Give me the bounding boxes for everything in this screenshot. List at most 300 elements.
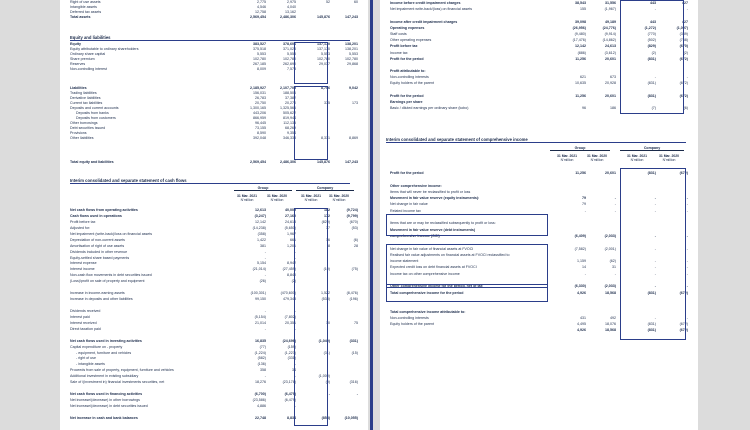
row-label: Profit before tax (390, 44, 418, 49)
cell-c1: - (328, 392, 330, 397)
cell-g2: (3,612) (604, 50, 616, 55)
cell-g2: (24,776) (602, 25, 616, 30)
cell-g2: 2,486,306 (280, 160, 296, 164)
cell-c2: (8,476) (346, 291, 358, 296)
cell-c1: (831) (647, 171, 656, 175)
row-label: Items that are or may be reclassified subsequently to profit or loss: (390, 221, 496, 226)
cell-c2: (670) (349, 219, 358, 224)
table-row (66, 160, 364, 165)
cell-c2: - (686, 271, 688, 276)
cell-g2: (6,479) (284, 398, 296, 402)
cell-g1: (136) (257, 362, 266, 367)
row-label: Deferred tax assets (70, 10, 102, 14)
row-label: Current tax liabilities (70, 101, 103, 105)
cell-c2: (10,055) (344, 415, 358, 420)
row-label: Movement in fair value reserve (debt instruments) (390, 227, 476, 232)
cell-g1: (23,586) (252, 398, 266, 402)
cell-g2: 8,942 (287, 261, 296, 266)
cell-g2: 102,780 (283, 57, 296, 61)
row-label: Deposits and current accounts (70, 106, 119, 110)
cell-c1: - (654, 75, 656, 80)
company-ci-box (620, 168, 686, 340)
row-label: - intangible assets (76, 362, 105, 367)
cell-g2: 492 (610, 315, 616, 320)
cell-c2: (9,724) (346, 208, 358, 212)
cell-c2: - (356, 392, 358, 397)
cell-g1: (1,224) (254, 350, 266, 355)
cell-g1: 5,553 (257, 52, 266, 56)
row-label: Other borrowings (70, 121, 98, 125)
row-label: Increase in income-earning assets (70, 291, 125, 296)
cell-c2: (75) (351, 267, 358, 272)
row-label: Income after credit impairment charges (390, 19, 458, 24)
cell-c1: (831) (647, 290, 656, 295)
row-label: Profit for the period (390, 56, 424, 61)
cell-c1: (770) (647, 31, 656, 36)
cell-g2: 13,162 (285, 10, 296, 14)
cell-c1: (831) (647, 56, 656, 61)
cell-g1: 10,635 (575, 81, 586, 86)
cell-g2: 20,601 (605, 56, 616, 61)
row-label: Income tax on other comprehensive income (390, 271, 460, 276)
row-label: Dividends received (70, 308, 101, 313)
cell-g1: 156,031 (253, 91, 266, 95)
row-label: Total equity and liabilities (70, 160, 114, 164)
row-label: Expected credit loss on debt financial assets at FVOCI (390, 265, 477, 270)
row-label: Equity-settled share based payments (70, 255, 130, 260)
cell-c1: - (654, 315, 656, 320)
row-label: Operating expenses (390, 25, 425, 30)
cell-c2: 9,042 (349, 86, 358, 90)
cell-c2: 138,201 (345, 47, 358, 51)
cell-c1: 172 (324, 213, 330, 218)
cell-g1: 267,185 (253, 62, 266, 66)
cell-c1: (831) (647, 328, 656, 333)
cell-c1: 443 (650, 1, 656, 5)
cell-g2: (159) (287, 344, 296, 349)
cell-g1: 443,206 (253, 111, 266, 115)
cell-g1: - (264, 249, 266, 254)
cell-c1: 8,331 (321, 136, 330, 140)
column-unit: N'million (304, 198, 318, 202)
cell-c2: (672) (679, 171, 688, 175)
column-unit: N'million (240, 198, 254, 202)
row-label: Share premium (70, 57, 95, 61)
table-row (66, 15, 364, 20)
row-label: Equity holders of the parent (390, 322, 434, 327)
row-label: Provisions (70, 131, 87, 135)
cell-c2: (331) (349, 338, 358, 343)
cell-g2: (1,967) (604, 7, 616, 12)
row-label: Non-controlling interest (70, 67, 107, 71)
cell-c2: - (686, 75, 688, 80)
cell-c1: 137,170 (317, 42, 330, 46)
cf-group-header: Group (234, 186, 292, 191)
row-label: Proceeds from sale of property, equipment, furniture and vehicles (70, 368, 174, 373)
comprehensive-income-title: Interim consolidated and separate statement of comprehensive income (386, 137, 686, 143)
column-header (622, 154, 652, 162)
cell-g2: 505,622 (283, 111, 296, 115)
cell-g2: 661 (290, 237, 296, 242)
cell-g2: - (614, 202, 616, 207)
column-date: 31 Mar. 2020 (267, 194, 287, 198)
cell-g1: 621 (580, 75, 586, 80)
cell-g2: 9,354 (287, 131, 296, 135)
cell-g2: 371,023 (283, 47, 296, 51)
row-label: Intangible assets (70, 5, 97, 9)
cell-g1: 4,495 (577, 322, 586, 327)
cell-g2: (2,001) (604, 246, 616, 251)
cell-g2: (14,862) (602, 38, 616, 43)
cell-g1: (6,700) (254, 392, 266, 397)
cell-g2: 186 (610, 106, 616, 111)
cell-g1: 12,142 (255, 219, 266, 224)
cell-c1: - (654, 233, 656, 238)
cell-g2: 31,556 (605, 1, 616, 5)
ci-highlight-box-2 (386, 244, 548, 288)
cell-g1: - (264, 273, 266, 278)
cell-c2: 138,201 (345, 42, 358, 46)
column-header (232, 194, 262, 202)
row-label: Net impairment (write-back)/loss on financial assets (70, 231, 153, 236)
cell-c2: 147,243 (345, 15, 358, 19)
cell-g2: 40,009 (285, 208, 296, 212)
cell-g2: 673 (610, 75, 616, 80)
row-label: income statement (390, 259, 419, 264)
cell-g1: 8,009 (257, 67, 266, 71)
row-label: Total assets (70, 15, 91, 19)
cell-g2: 378,601 (283, 42, 296, 46)
cell-g2: 1,967 (287, 231, 296, 236)
cell-g2: (470,600) (280, 291, 296, 296)
cell-c1: - (654, 246, 656, 251)
cell-c2: (672) (679, 322, 688, 327)
cell-c1: - (654, 7, 656, 12)
cell-g2: 1,201 (287, 243, 296, 248)
row-label: Profit before tax (70, 219, 96, 224)
row-label: Deposits from customers (76, 116, 116, 120)
row-label: Liabilities (70, 86, 87, 90)
cell-g2: 8,834 (287, 415, 296, 420)
cell-c2: - (686, 208, 688, 213)
cell-g1: - (264, 308, 266, 313)
row-label: Net cash flows from operating activities (70, 208, 138, 212)
cell-c1: - (654, 196, 656, 201)
row-label: Earnings per share (390, 100, 423, 104)
column-unit: N'million (270, 198, 284, 202)
cell-c1: 52 (326, 0, 330, 4)
cell-c2: 147,243 (345, 160, 358, 164)
cell-g2: 5,553 (287, 52, 296, 56)
cell-g1: 2,775 (257, 0, 266, 4)
row-label: Items that will never be reclassified to profit or loss (390, 189, 471, 194)
ci-company-header: Company (620, 146, 684, 151)
cell-c1: 8,706 (321, 86, 330, 90)
company-income-box (620, 0, 684, 114)
cell-g1: 4,546 (257, 5, 266, 9)
cell-g2: 18,568 (605, 290, 616, 295)
row-label: Trading liabilities (70, 91, 97, 95)
cell-g2: (331) (287, 356, 296, 361)
row-label: Deposits from banks (76, 111, 109, 115)
row-label: Debt securities issued (70, 126, 106, 130)
cell-g2: 2,107,705 (280, 86, 296, 90)
cell-g1: 8,590 (257, 131, 266, 135)
cell-g1: (6,409) (574, 233, 586, 238)
balance-sheet-assets (66, 0, 364, 20)
cell-g1: 4,886 (257, 403, 266, 408)
cell-g2: 346,333 (283, 136, 296, 140)
cell-c1: - (654, 271, 656, 276)
cell-c2: (672) (679, 81, 688, 86)
cell-c1: (829) (647, 44, 656, 49)
cell-g2: (7,802) (284, 314, 296, 319)
cell-g1: 392,048 (253, 136, 266, 140)
cell-g1: 12,758 (255, 10, 266, 14)
cell-c2: 173 (352, 101, 358, 105)
row-label: Non-controlling interests (390, 75, 429, 80)
right-page (380, 0, 698, 430)
cell-g2: 20,601 (605, 93, 616, 98)
cell-c2: (672) (679, 290, 688, 295)
cell-c2: (6) (353, 237, 358, 242)
column-date: 31 Mar. 2020 (587, 154, 607, 158)
cell-c1: (10) (323, 267, 330, 272)
row-label: Total comprehensive income for the period (390, 290, 464, 295)
cell-g2: 20,928 (605, 81, 616, 86)
cell-g1: 96,445 (255, 121, 266, 125)
row-label: - right of use (76, 356, 96, 361)
cell-g2: - (294, 249, 296, 254)
cell-g1: 38,543 (575, 1, 586, 5)
cell-g1: 21,014 (255, 320, 266, 325)
cell-c1: - (654, 284, 656, 289)
row-label: Realised fair value adjustments on financial assets at FVOCI reclassified to (390, 252, 510, 257)
cell-g1: 155 (580, 7, 586, 12)
row-label: Other comprehensive income for the period, net of tax (390, 284, 483, 289)
page-gutter (370, 0, 373, 430)
cell-c1: 1,522 (321, 291, 330, 296)
cell-c1: 182 (324, 208, 330, 212)
cell-g1: (77) (259, 344, 266, 349)
row-label: Related income tax (390, 208, 421, 213)
cell-c1: - (654, 202, 656, 207)
column-date: 31 Mar. 2020 (659, 154, 679, 158)
cell-g1: 18,276 (255, 380, 266, 385)
cell-g1: 11,256 (575, 56, 586, 61)
cell-c2: (670) (679, 44, 688, 49)
row-label: Net cash flows used in investing activities (70, 338, 142, 343)
cell-c1: (829) (321, 219, 330, 224)
column-header (296, 194, 326, 202)
cell-c1: 102,780 (317, 57, 330, 61)
column-unit: N'million (332, 198, 346, 202)
cell-g2: 31 (612, 265, 616, 270)
cell-g2: - (294, 255, 296, 260)
cell-g1: 1,159 (577, 259, 586, 264)
cell-c2: 102,780 (345, 57, 358, 61)
cell-g1: - (584, 208, 586, 213)
cell-c1: (9) (325, 380, 330, 385)
cell-c2: 28 (354, 243, 358, 248)
cell-g1: (26,956) (572, 25, 586, 30)
cell-g2: (24,696) (282, 338, 296, 343)
cell-g1: 375,518 (253, 47, 266, 51)
cell-g1: 1,422 (257, 237, 266, 242)
cell-g1: (886) (577, 50, 586, 55)
ci-highlight-box-1 (386, 214, 548, 236)
cell-g2: - (294, 362, 296, 367)
cell-c1: (858) (321, 415, 330, 420)
row-label: Non-cash flow movements in debt securities issued (70, 273, 152, 278)
cell-g2: - (294, 326, 296, 331)
row-label: Interest paid (70, 314, 90, 319)
cell-g2: (2,033) (604, 284, 616, 289)
cell-c2: - (686, 265, 688, 270)
column-unit: N'million (560, 158, 574, 162)
row-label: Equity attributable to ordinary shareholders (70, 47, 139, 51)
row-label: Profit for the period (390, 171, 424, 175)
cell-c1: (1,272) (644, 25, 656, 30)
cell-g2: 479,348 (283, 297, 296, 302)
cell-c1: - (654, 208, 656, 213)
cash-flow-title: Interim consolidated and separate statement of cash flows (70, 178, 350, 184)
cell-g2: 188,506 (283, 91, 296, 95)
cell-g1: 99,150 (255, 297, 266, 302)
cell-g1: (358) (257, 231, 266, 236)
cell-c1: (831) (647, 81, 656, 86)
cell-c2: 427 (682, 19, 688, 24)
row-label: Non-controlling interests (390, 315, 429, 320)
company-cashflow-box (294, 208, 328, 426)
cell-g1: (5,154) (254, 314, 266, 319)
column-date: 31 Mar. 2020 (329, 194, 349, 198)
cell-g1: 39,098 (575, 19, 586, 24)
row-label: Interest income (70, 267, 95, 272)
cell-g1: 2,569,454 (250, 15, 266, 19)
row-label: Net change in fair value (390, 202, 428, 207)
cell-c2: - (686, 284, 688, 289)
cell-g2: (5,650) (284, 225, 296, 230)
row-label: Dividends included in other revenue (70, 249, 128, 254)
column-header (262, 194, 292, 202)
cell-c2: - (686, 7, 688, 12)
cell-g1: (14,238) (252, 225, 266, 230)
row-label: Depreciation of non-current assets (70, 237, 125, 242)
cell-c2: 427 (682, 1, 688, 5)
column-header (654, 154, 684, 162)
cell-g1: 79 (582, 202, 586, 207)
cell-g2: 7,578 (287, 67, 296, 71)
cell-g2: 20,270 (285, 101, 296, 105)
cf-company-header: Company (296, 186, 354, 191)
cell-g2: - (614, 271, 616, 276)
cell-g2: 68,269 (285, 126, 296, 130)
cell-g2: (2,033) (604, 233, 616, 238)
cell-g2: 2,975 (287, 0, 296, 4)
row-label: Staff costs (390, 31, 407, 36)
cell-c2: (2) (683, 50, 688, 55)
row-label: - equipment, furniture and vehicles (76, 350, 132, 355)
row-label: Profit for the period (390, 93, 424, 98)
cell-c1: 145,876 (317, 160, 330, 164)
cell-g1: (582) (257, 356, 266, 361)
cell-c1: 16 (326, 237, 330, 242)
row-label: Increase in deposits and other liabilities (70, 297, 133, 302)
cell-g1: - (584, 271, 586, 276)
cell-g1: 12,613 (255, 208, 266, 212)
cell-g1: 73,155 (255, 126, 266, 130)
row-label: (Loss)/profit on sale of property and equipment (70, 279, 145, 284)
cell-c2: (53) (351, 225, 358, 230)
cell-g2: (62) (609, 259, 616, 264)
cell-c2: 5,553 (349, 52, 358, 56)
cell-c1: 375 (324, 101, 330, 105)
cell-g1: 20,750 (255, 101, 266, 105)
cell-c2: 29,868 (347, 62, 358, 66)
cell-g2: - (294, 403, 296, 408)
cell-g1: (26) (259, 279, 266, 284)
cell-g2: (6,479) (284, 392, 296, 397)
cell-g2: 819,944 (283, 116, 296, 120)
company-equity-box (294, 42, 328, 84)
row-label: Amortisation of right of use assets (70, 243, 125, 248)
row-label: Basic / diluted earnings per ordinary share (kobo) (390, 106, 469, 111)
cell-c1: 8 (328, 243, 330, 248)
cell-c2: (15) (351, 350, 358, 355)
cell-c2: - (686, 202, 688, 207)
row-label: Income before credit impairment charges (390, 1, 461, 5)
column-header (552, 154, 582, 162)
total-equity-liabilities (66, 160, 364, 165)
cell-g1: 16,835 (255, 338, 266, 343)
row-label: Net increase in cash and bank balances (70, 415, 138, 420)
cell-g2: (1,227) (284, 350, 296, 355)
cell-g1: (6,330) (574, 284, 586, 289)
cell-g1: 431 (580, 315, 586, 320)
row-label: Net cash flows used in financing activities (70, 392, 143, 397)
cell-g2: 18,568 (605, 328, 616, 333)
cell-c1: (31) (323, 350, 330, 355)
cell-c1: (831) (647, 322, 656, 327)
row-label: Profit attributable to: (390, 69, 426, 74)
cell-c2: (672) (679, 56, 688, 61)
row-label: Ordinary share capital (70, 52, 106, 56)
cell-g2: 37,382 (285, 96, 296, 100)
column-date: 31 Mar. 2021 (301, 194, 321, 198)
cell-c1: (7) (651, 106, 656, 111)
cell-g2: 20,351 (285, 320, 296, 325)
cell-c2: (316) (349, 380, 358, 385)
cell-c1: - (654, 259, 656, 264)
cell-g2: (27,459) (282, 267, 296, 272)
cell-c1: (1,000) (318, 374, 330, 379)
cell-g1: (100,301) (250, 291, 266, 296)
cell-c1: (831) (647, 93, 656, 98)
cell-g1: (21,014) (252, 267, 266, 272)
cell-g1: 866,959 (253, 116, 266, 120)
row-label: Cash flows used in operations (70, 213, 122, 218)
cell-c2: (672) (679, 328, 688, 333)
column-header (324, 194, 354, 202)
row-label: comprehensive income (OCI) (390, 233, 440, 238)
row-label: Other operating expenses (390, 38, 432, 43)
cell-g1: 14 (582, 265, 586, 270)
cell-g2: 27,160 (285, 213, 296, 218)
cell-g1: 1,300,165 (250, 106, 266, 110)
cell-c2: (339) (679, 31, 688, 36)
cell-g1: 5,154 (257, 261, 266, 266)
